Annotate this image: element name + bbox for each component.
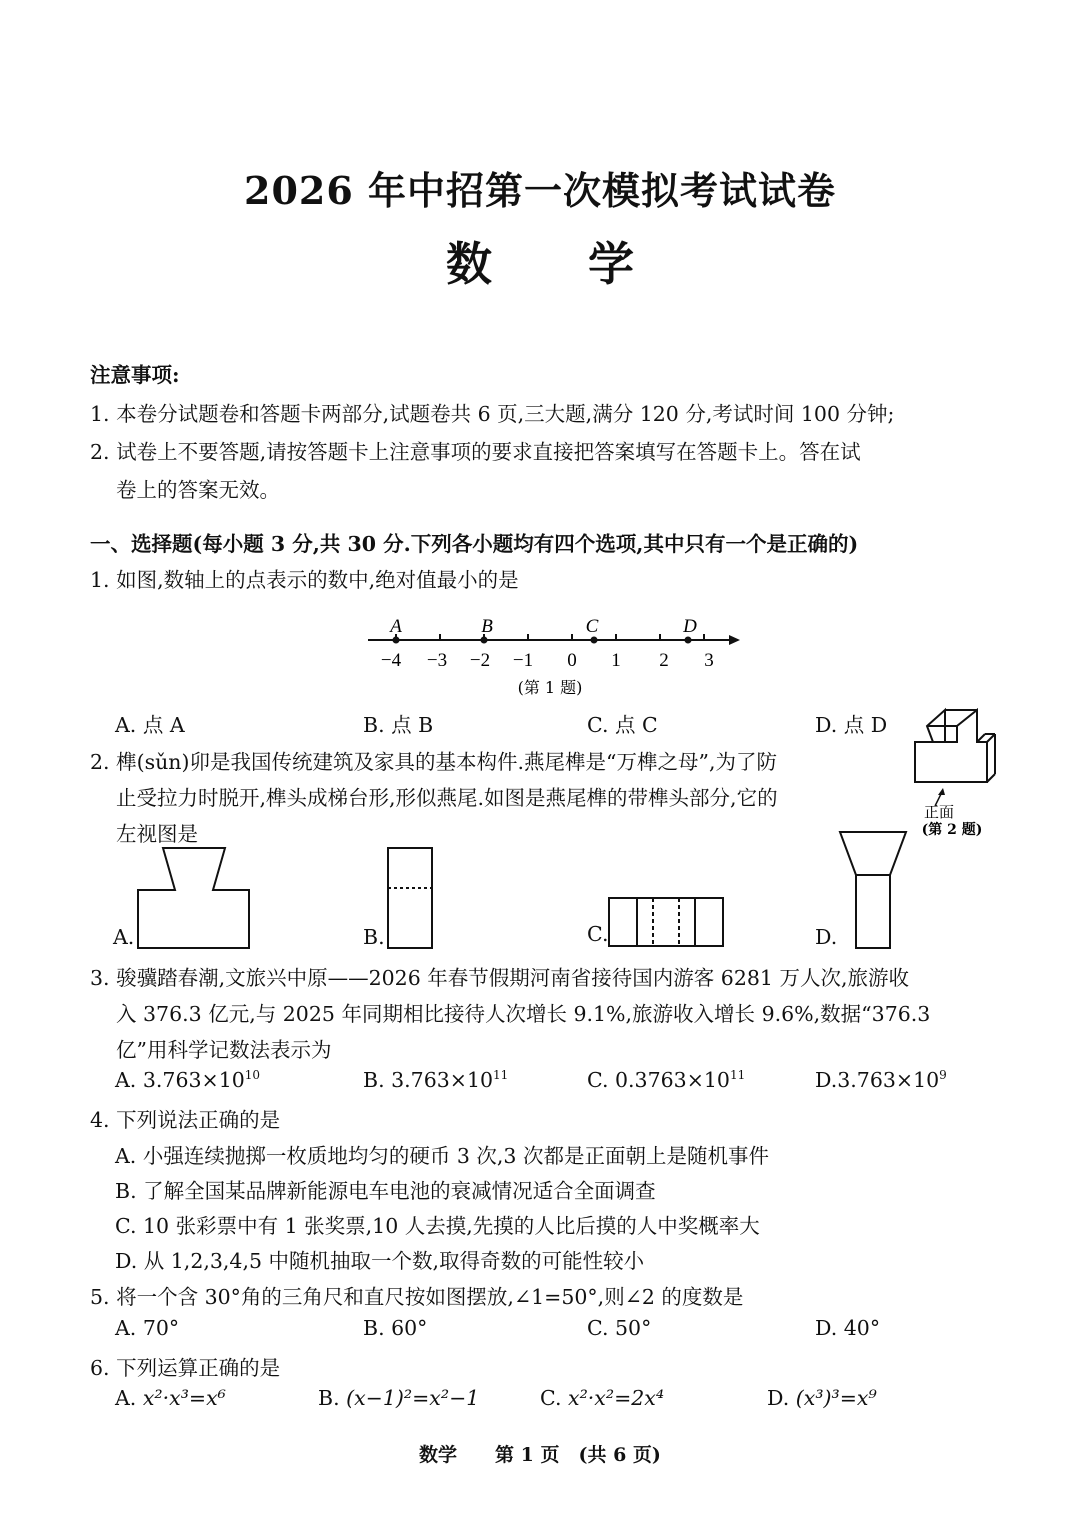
q4-stem: 4. 下列说法正确的是 [90,1108,281,1132]
q2-option-c-label[interactable]: C. [587,922,609,946]
q6-option-d[interactable]: D. (x³)³=x⁹ [767,1386,877,1410]
q1-point-c-label: C [585,616,599,637]
q2-line-1: 2. 榫(sǔn)卯是我国传统建筑及家具的基本构件.燕尾榫是“万榫之母”,为了防 [90,750,777,774]
q3-option-c[interactable]: C. $0.3763\times 10^{11}$ [587,1068,746,1092]
q1-tick-label: −2 [469,650,491,671]
q1-point-d-label: D [683,616,697,637]
q2-fig-caption: (第 2 题) [921,822,983,838]
q2-option-d-figure[interactable] [838,830,910,952]
q2-option-a-figure[interactable] [135,846,255,952]
q1-tick-label: −4 [380,650,402,671]
q1-point-a-label: A [390,616,402,637]
q4-option-c[interactable]: C. 10 张彩票中有 1 张奖票,10 人去摸,先摸的人比后摸的人中奖概率大 [115,1214,760,1238]
q1-tick-label: 3 [704,650,714,671]
page-footer: 数学 第 1 页 (共 6 页) [419,1444,661,1466]
notes-item-1: 1. 本卷分试题卷和答题卡两部分,试题卷共 6 页,三大题,满分 120 分,考试时间 100 分钟; [90,402,895,426]
q2-front-label: 正面 [923,803,955,821]
q1-stem: 1. 如图,数轴上的点表示的数中,绝对值最小的是 [90,568,519,592]
q1-option-a[interactable]: A. 点 A [115,713,185,737]
q6-option-c[interactable]: C. x²·x²=2x⁴ [540,1386,665,1410]
section1-heading: 一、选择题(每小题 3 分,共 30 分.下列各小题均有四个选项,其中只有一个是正确的) [90,532,859,556]
notes-item-2: 2. 试卷上不要答题,请按答题卡上注意事项的要求直接把答案填写在答题卡上。答在试 [90,440,861,464]
q1-option-b[interactable]: B. 点 B [363,713,434,737]
q5-option-a[interactable]: A. 70° [115,1316,180,1340]
q2-line-2: 止受拉力时脱开,榫头成梯台形,形似燕尾.如图是燕尾榫的带榫头部分,它的 [116,786,778,810]
q1-point-b-label: B [481,616,493,637]
q6-stem: 6. 下列运算正确的是 [90,1356,281,1380]
q3-option-d[interactable]: $D.3.763\times 10^9$ [815,1068,947,1092]
q1-option-c[interactable]: C. 点 C [587,713,658,737]
q2-option-b-figure[interactable] [385,846,435,952]
q5-option-d[interactable]: D. 40° [815,1316,881,1340]
q2-option-c-figure[interactable] [607,896,727,950]
q1-tick-label: 1 [611,650,621,671]
q3-line-2: 入 376.3 亿元,与 2025 年同期相比接待人次增长 9.1%,旅游收入增长 9.6%,数据“376.3 [116,1002,931,1026]
q5-option-b[interactable]: B. 60° [363,1316,428,1340]
q1-tick-label: −3 [426,650,448,671]
q1-tick-label: 2 [659,650,669,671]
q3-line-1: 3. 骏骥踏春潮,文旅兴中原——2026 年春节假期河南省接待国内游客 6281 万人次,旅游收 [90,966,909,990]
q5-stem: 5. 将一个含 30°角的三角尺和直尺按如图摆放,∠1=50°,则∠2 的度数是 [90,1285,744,1309]
q2-line-3: 左视图是 [116,822,198,846]
q4-option-a[interactable]: A. 小强连续抛掷一枚质地均匀的硬币 3 次,3 次都是正面朝上是随机事件 [115,1144,769,1168]
q1-caption: (第 1 题) [517,678,583,697]
q4-option-d[interactable]: D. 从 1,2,3,4,5 中随机抽取一个数,取得奇数的可能性较小 [115,1249,645,1273]
q6-option-a[interactable]: A. x²·x³=x⁶ [115,1386,226,1410]
q1-tick-label: −1 [512,650,534,671]
q5-option-c[interactable]: C. 50° [587,1316,652,1340]
q3-line-3: 亿”用科学记数法表示为 [116,1038,332,1062]
q2-option-d-label[interactable]: D. [815,925,838,949]
q6-option-b[interactable]: B. (x−1)²=x²−1 [318,1386,480,1410]
q4-option-b[interactable]: B. 了解全国某品牌新能源电车电池的衰减情况适合全面调查 [115,1179,656,1203]
q3-option-b[interactable]: B. $3.763\times 10^{11}$ [363,1068,509,1092]
subject-title: 数 学 [445,237,674,291]
q2-option-b-label[interactable]: B. [363,925,385,949]
notes-item-2-cont: 卷上的答案无效。 [116,478,280,502]
q2-option-a-label[interactable]: A. [113,925,135,949]
exam-title: 2026 年中招第一次模拟考试试卷 [244,168,836,213]
q3-option-a[interactable]: A. $3.763\times 10^{10}$ [115,1068,261,1092]
q1-option-d[interactable]: D. 点 D [815,713,888,737]
q2-dovetail-figure [905,700,1005,840]
q1-number-line [360,610,760,700]
notes-heading: 注意事项: [90,363,180,387]
q1-tick-label: 0 [567,650,577,671]
